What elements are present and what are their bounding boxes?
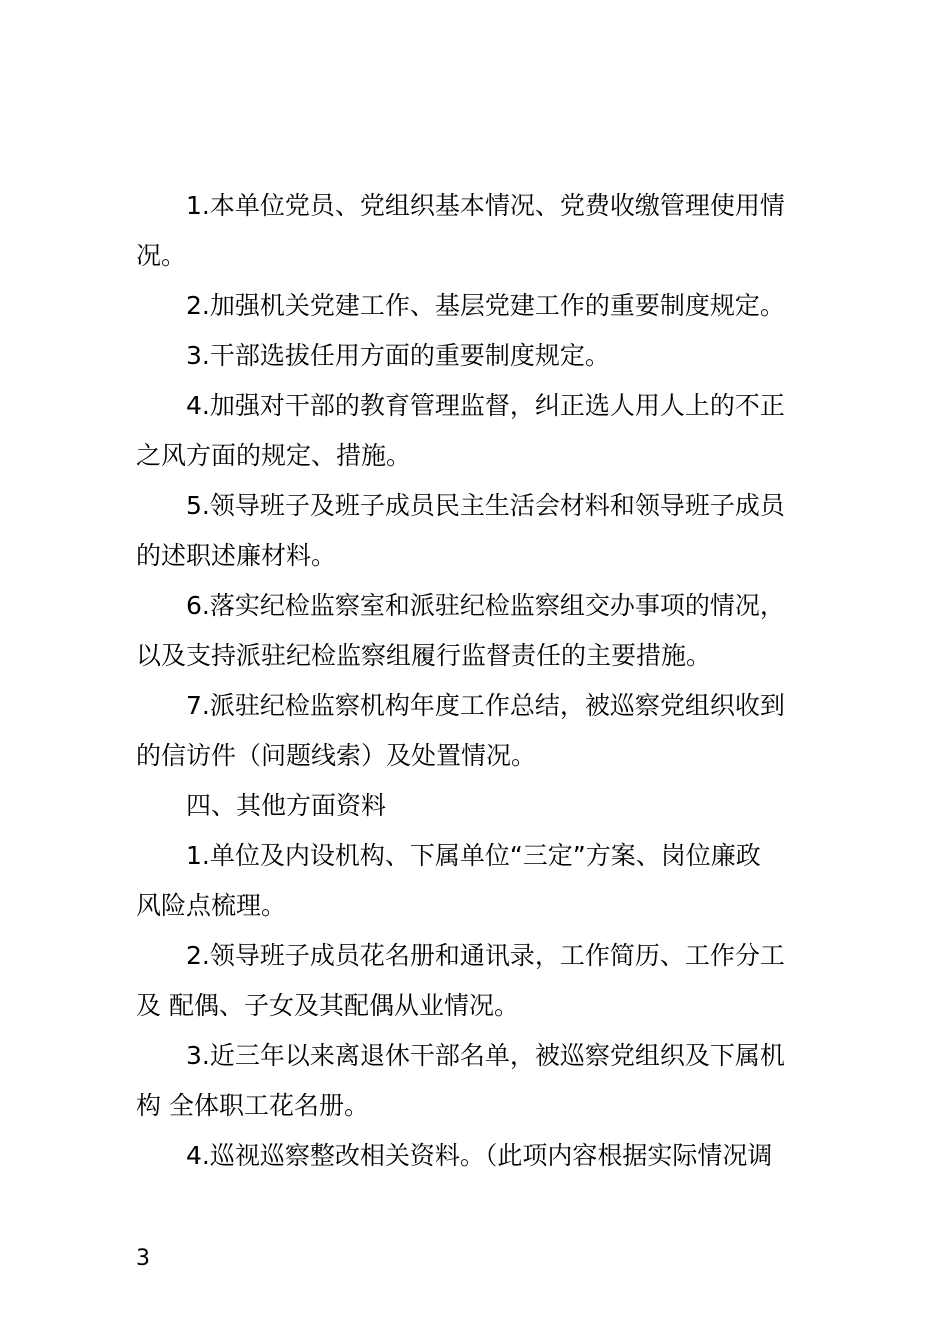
text-line: 2.加强机关党建工作、基层党建工作的重要制度规定。 — [186, 291, 785, 320]
text-line: 况。 — [136, 241, 187, 270]
text-line: 2.领导班子成员花名册和通讯录，工作简历、工作分工 — [186, 941, 785, 970]
text-line: 风险点梳理。 — [136, 891, 287, 920]
paragraph-3 — [136, 331, 816, 381]
text-line: 1.本单位党员、党组织基本情况、党费收缴管理使用情 — [186, 191, 785, 220]
text-line: 之风方面的规定、措施。 — [136, 441, 412, 470]
paragraph-4 — [136, 381, 816, 481]
text-line: 5.领导班子及班子成员民主生活会材料和领导班子成员 — [186, 491, 785, 520]
text-line: 3.干部选拔任用方面的重要制度规定。 — [186, 341, 610, 370]
text-line: 四、其他方面资料 — [186, 791, 387, 820]
text-line: 的信访件（问题线索）及处置情况。 — [136, 741, 537, 770]
text-line: 3.近三年以来离退休干部名单，被巡察党组织及下属机 — [186, 1041, 785, 1070]
text-line: 4.加强对干部的教育管理监督，纠正选人用人上的不正 — [186, 391, 785, 420]
section-heading — [136, 781, 816, 831]
text-line: 4.巡视巡察整改相关资料。（此项内容根据实际情况调 — [186, 1141, 773, 1170]
text-line: 及 配偶、子女及其配偶从业情况。 — [136, 991, 519, 1020]
paragraph-7 — [136, 681, 816, 781]
paragraph-5 — [136, 481, 816, 581]
text-line: 6.落实纪检监察室和派驻纪检监察组交办事项的情况， — [186, 591, 785, 620]
document-body — [136, 181, 816, 1181]
paragraph-6 — [136, 581, 816, 681]
paragraph-9 — [136, 931, 816, 1031]
paragraph-8 — [136, 831, 816, 931]
text-line: 构 全体职工花名册。 — [136, 1091, 369, 1120]
paragraph-2 — [136, 281, 816, 331]
text-line: 7.派驻纪检监察机构年度工作总结，被巡察党组织收到 — [186, 691, 785, 720]
page-number: 3 — [136, 1246, 150, 1271]
text-line: 的述职述廉材料。 — [136, 541, 337, 570]
text-line: 1.单位及内设机构、下属单位“三定”方案、岗位廉政 — [186, 841, 761, 870]
text-line: 以及支持派驻纪检监察组履行监督责任的主要措施。 — [136, 641, 712, 670]
paragraph-1 — [136, 181, 816, 281]
paragraph-10 — [136, 1031, 816, 1131]
paragraph-11 — [136, 1131, 816, 1181]
